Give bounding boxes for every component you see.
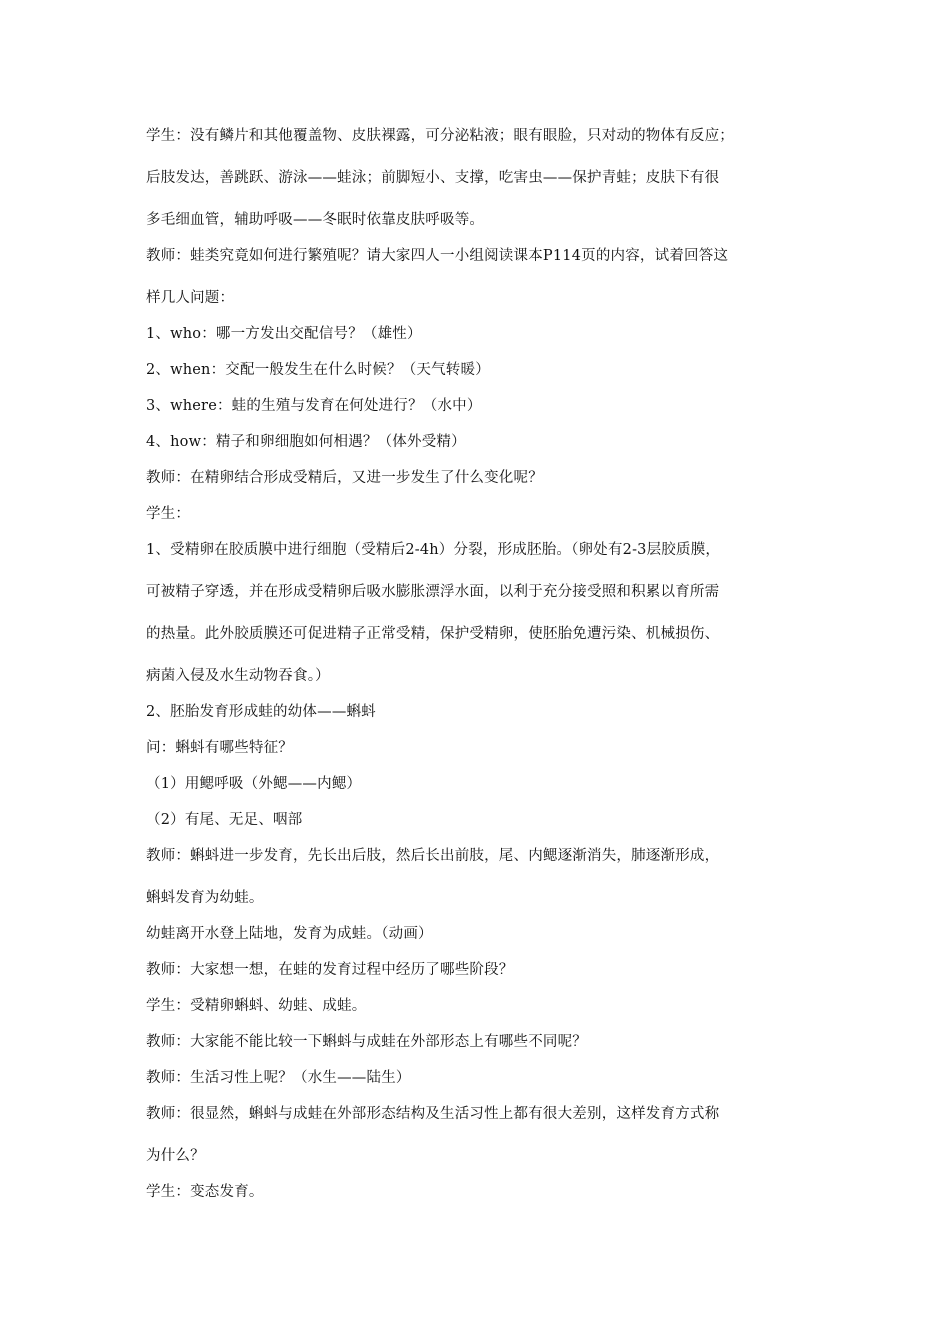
text-line: 4、how：精子和卵细胞如何相遇？（体外受精）	[146, 434, 466, 450]
text-line: 的热量。此外胶质膜还可促进精子正常受精，保护受精卵，使胚胎免遭污染、机械损伤、	[146, 626, 720, 642]
text-line: 1、who：哪一方发出交配信号？（雄性）	[146, 326, 422, 342]
text-line: 幼蛙离开水登上陆地，发育为成蛙。（动画）	[146, 926, 433, 942]
text-line: 学生：没有鳞片和其他覆盖物、皮肤裸露，可分泌粘液；眼有眼脸，只对动的物体有反应；	[146, 128, 734, 144]
text-line: 问：蝌蚪有哪些特征？	[146, 740, 293, 756]
text-line: 教师：生活习性上呢？（水生——陆生）	[146, 1070, 411, 1086]
text-line: 学生：受精卵蝌蚪、幼蛙、成蛙。	[146, 998, 367, 1014]
text-line: 学生：	[146, 506, 191, 522]
text-line: 后肢发达，善跳跃、游泳——蛙泳；前脚短小、支撑，吃害虫——保护青蛙；皮肤下有很	[146, 170, 720, 186]
text-line: 3、where：蛙的生殖与发育在何处进行？（水中）	[146, 398, 482, 414]
document-body	[146, 126, 811, 1203]
text-line: 病菌入侵及水生动物吞食。）	[146, 668, 330, 684]
text-line: 2、胚胎发育形成蛙的幼体——蝌蚪	[146, 704, 376, 720]
text-line: （1）用鳃呼吸（外鳃——内鳃）	[146, 776, 362, 792]
text-line: 教师：很显然，蝌蚪与成蛙在外部形态结构及生活习性上都有很大差别，这样发育方式称	[146, 1106, 720, 1122]
text-line: 教师：大家能不能比较一下蝌蚪与成蛙在外部形态上有哪些不同呢？	[146, 1034, 587, 1050]
text-line: 1、受精卵在胶质膜中进行细胞（受精后2-4h）分裂，形成胚胎。（卵处有2-3层胶质膜，	[146, 542, 721, 558]
text-line: （2）有尾、无足、咽部	[146, 812, 303, 828]
text-line: 学生：变态发育。	[146, 1184, 264, 1200]
text-line: 样几人问题：	[146, 290, 235, 306]
text-line: 可被精子穿透，并在形成受精卵后吸水膨胀漂浮水面，以利于充分接受照和积累以育所需	[146, 584, 720, 600]
text-line: 蝌蚪发育为幼蛙。	[146, 890, 264, 906]
text-line: 教师：在精卵结合形成受精后，又进一步发生了什么变化呢？	[146, 470, 543, 486]
text-line: 教师：大家想一想，在蛙的发育过程中经历了哪些阶段？	[146, 962, 514, 978]
text-line: 教师：蛙类究竟如何进行繁殖呢？请大家四人一小组阅读课本P114页的内容，试着回答这	[146, 248, 729, 264]
text-line: 为什么？	[146, 1148, 205, 1164]
text-line: 多毛细血管，辅助呼吸——冬眠时依靠皮肤呼吸等。	[146, 212, 485, 228]
text-line: 2、when：交配一般发生在什么时候？（天气转暖）	[146, 362, 490, 378]
text-line: 教师：蝌蚪进一步发育，先长出后肢，然后长出前肢，尾、内鳃逐渐消失，肺逐渐形成，	[146, 848, 720, 864]
